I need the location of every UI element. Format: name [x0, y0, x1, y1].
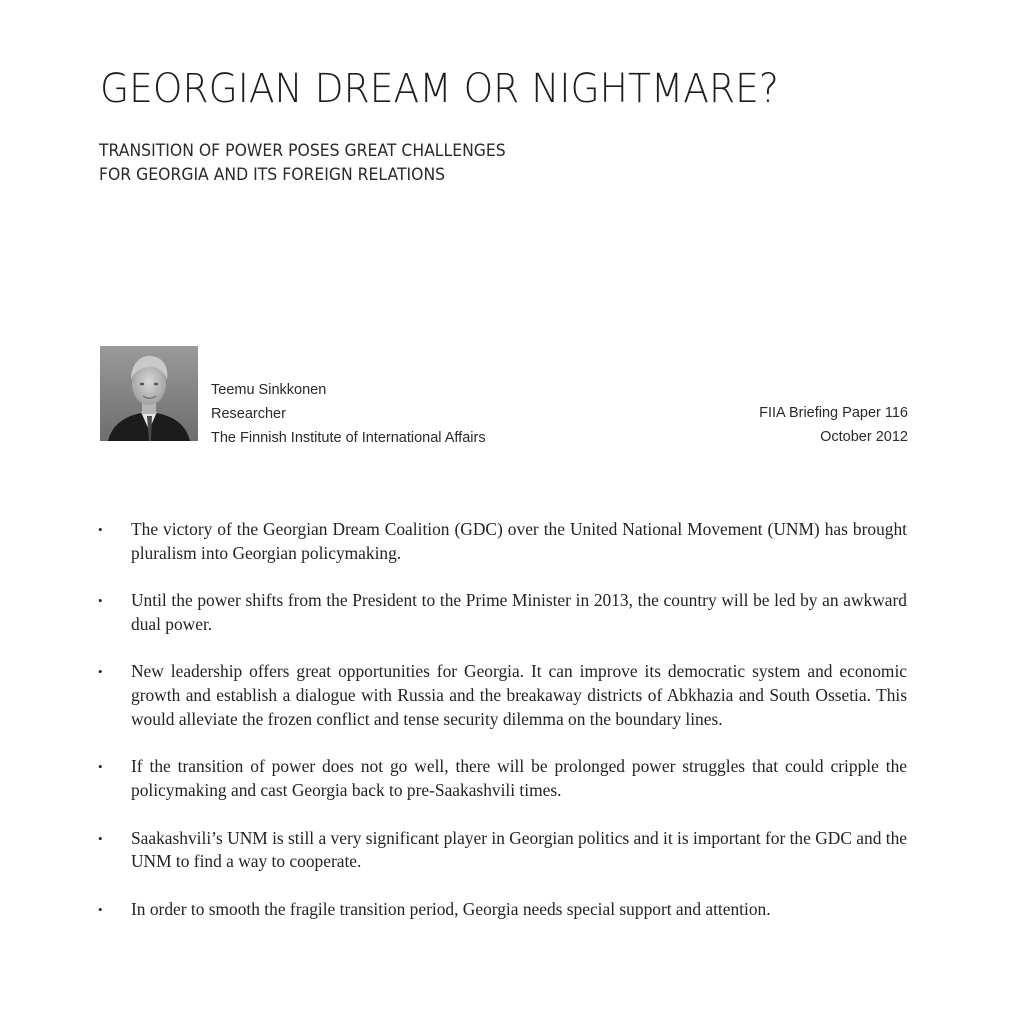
key-point: [98, 755, 907, 803]
subtitle-line-1: TRANSITION OF POWER POSES GREAT CHALLENGES: [99, 141, 506, 161]
author-photo: [100, 346, 198, 441]
key-point-text: Saakashvili’s UNM is still a very significant player in Georgian politics and it is important for the GDC and the UNM to find a way to cooperate.: [131, 827, 907, 872]
bullet-marker: •: [98, 593, 103, 609]
subtitle-line-2: FOR GEORGIA AND ITS FOREIGN RELATIONS: [99, 165, 446, 185]
document-title: GEORGIAN DREAM OR NIGHTMARE?: [100, 66, 779, 112]
key-point: [98, 827, 907, 875]
paper-meta: [759, 401, 908, 449]
key-point-text: If the transition of power does not go well, there will be prolonged power struggles that could cripple the policymaking and cast Georgia back to pre-Saakashvili times.: [131, 756, 907, 801]
bullet-marker: •: [98, 664, 103, 680]
key-point: [98, 660, 907, 731]
key-points-list: [98, 518, 907, 945]
bullet-marker: •: [98, 522, 103, 537]
author-role: Researcher: [211, 406, 286, 422]
key-point: [98, 518, 907, 566]
author-block: [211, 378, 486, 450]
bullet-marker: •: [98, 759, 103, 775]
bullet-marker: •: [98, 830, 103, 846]
paper-series: FIIA Briefing Paper 116: [759, 405, 908, 421]
author-institute: The Finnish Institute of International Affairs: [211, 430, 486, 446]
key-point: [98, 898, 907, 922]
document-subtitle: [99, 139, 506, 187]
key-point-text: Until the power shifts from the President to the Prime Minister in 2013, the country will be led by an awkward dual power.: [131, 590, 907, 634]
key-point-text: New leadership offers great opportunities for Georgia. It can improve its democratic system and economic growth and establish a dialogue with Russia and the breakaway districts of Abkhazia and South Ossetia. This would alleviate the frozen conflict and tense security dilemma on the boundary lines.: [131, 661, 907, 729]
key-point: [98, 589, 907, 637]
bullet-marker: •: [98, 901, 103, 917]
author-name: Teemu Sinkkonen: [211, 382, 327, 398]
key-point-text: In order to smooth the fragile transition period, Georgia needs special support and attention.: [131, 898, 771, 919]
author-portrait-image: [100, 346, 198, 441]
paper-date: October 2012: [820, 429, 908, 445]
key-point-text: The victory of the Georgian Dream Coalition (GDC) over the United National Movement (UNM) has brought pluralism into Georgian policymaking.: [131, 519, 907, 563]
